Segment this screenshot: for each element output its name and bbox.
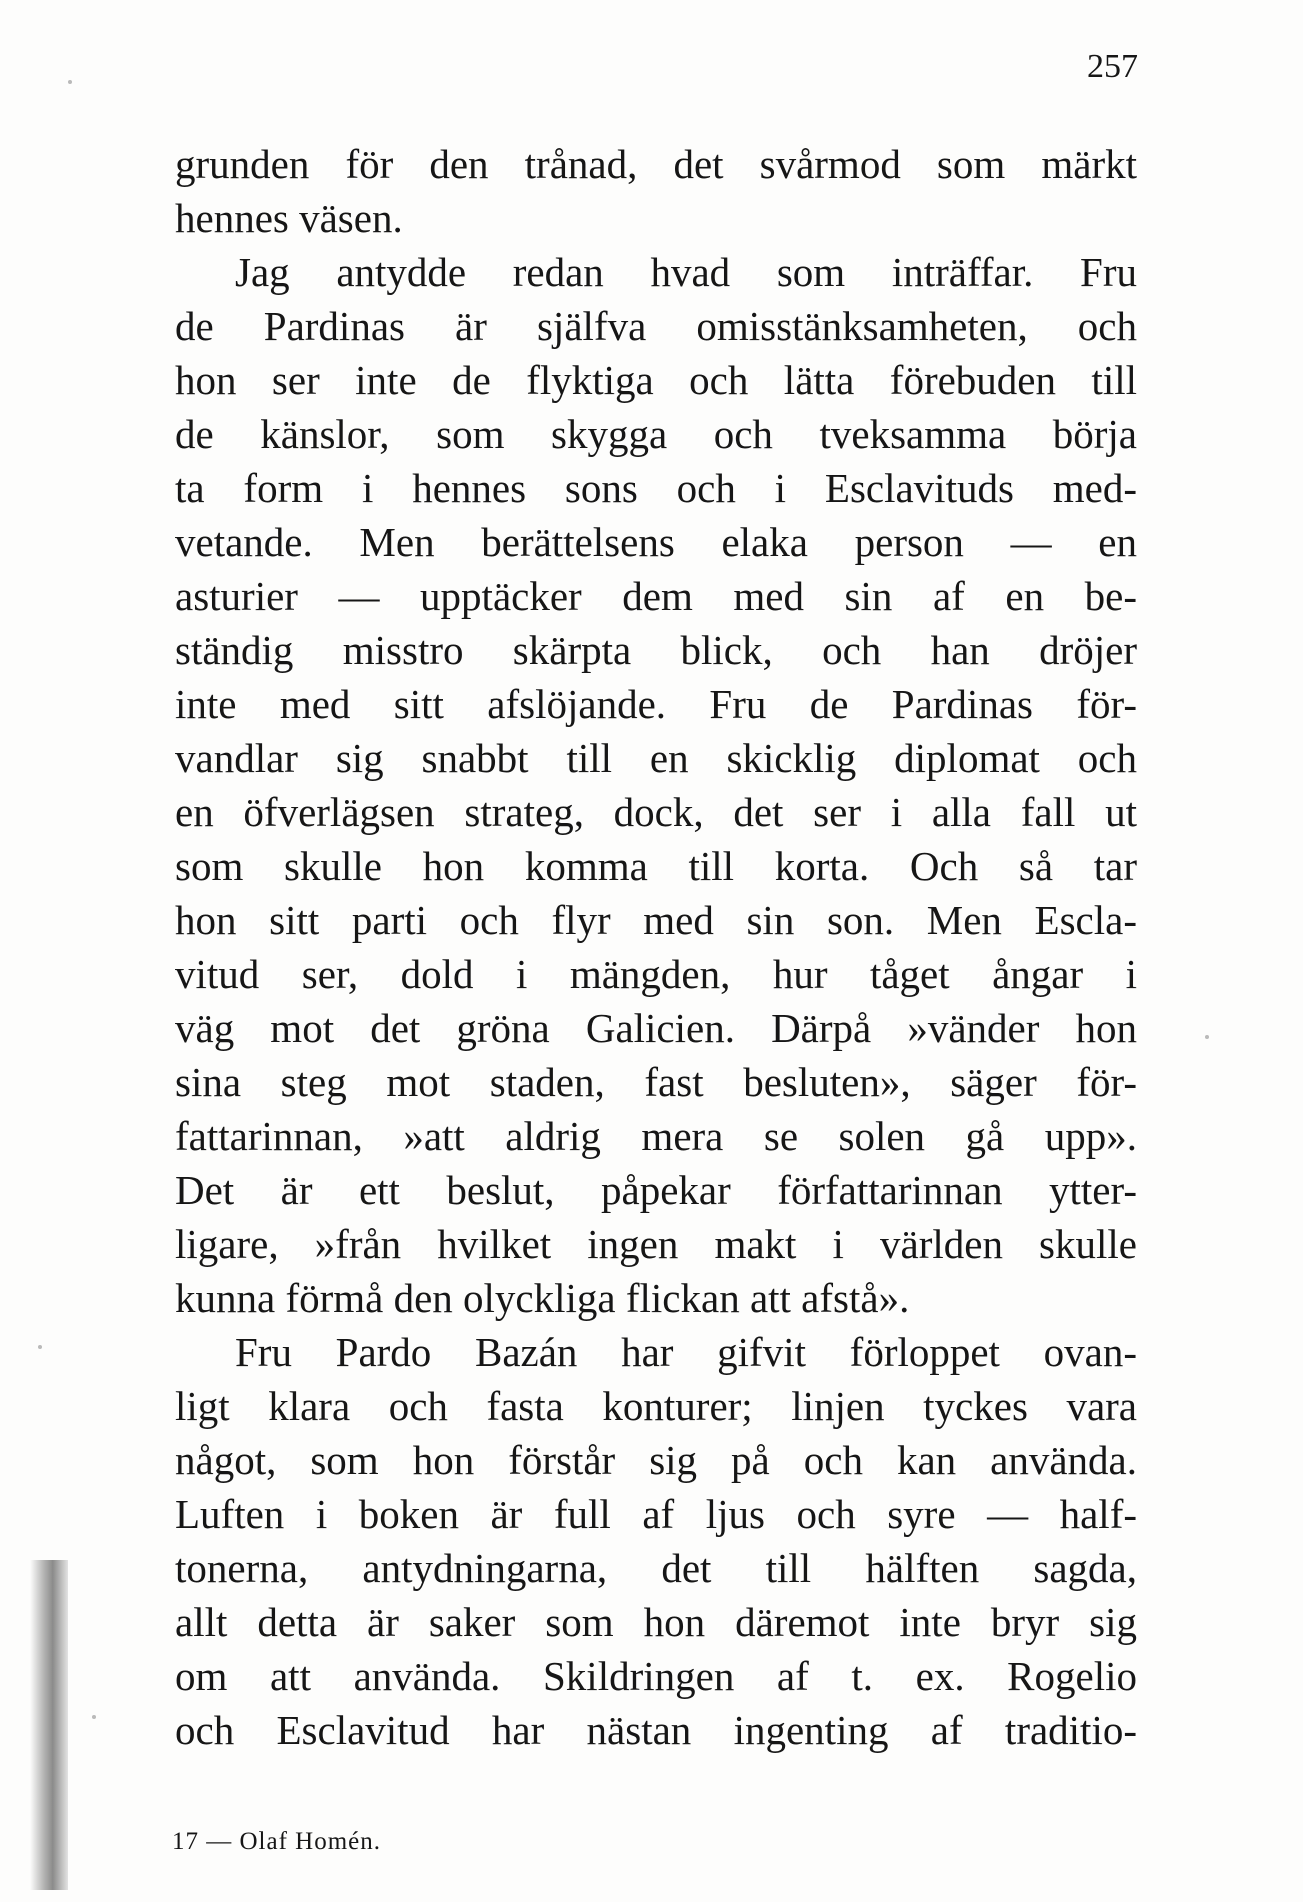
text-line: kunna förmå den olyckliga flickan att afstå». xyxy=(175,1275,910,1321)
text-line: de känslor, som skygga och tveksamma börja xyxy=(175,411,1137,457)
text-line: allt detta är saker som hon däremot inte bryr sig xyxy=(175,1599,1137,1645)
text-line: vandlar sig snabbt till en skicklig diplomat och xyxy=(175,735,1137,781)
text-line: vetande. Men berättelsens elaka person — en xyxy=(175,519,1137,565)
text-line: sina steg mot staden, fast besluten», säger för- xyxy=(175,1059,1137,1105)
text-line: Luften i boken är full af ljus och syre — half- xyxy=(175,1491,1137,1537)
text-line: som skulle hon komma till korta. Och så tar xyxy=(175,843,1137,889)
text-line: ständig misstro skärpta blick, och han dröjer xyxy=(175,627,1137,673)
text-line: Jag antydde redan hvad som inträffar. Fru xyxy=(235,249,1137,295)
text-line: asturier — upptäcker dem med sin af en be- xyxy=(175,573,1137,619)
text-line: en öfverlägsen strateg, dock, det ser i alla fall ut xyxy=(175,789,1137,835)
text-line: hennes väsen. xyxy=(175,195,403,241)
scan-shadow-edge xyxy=(30,1560,68,1890)
text-line: tonerna, antydningarna, det till hälften sagda, xyxy=(175,1545,1137,1591)
text-line: väg mot det gröna Galicien. Därpå »vänder hon xyxy=(175,1005,1137,1051)
text-line: ligare, »från hvilket ingen makt i världen skulle xyxy=(175,1221,1137,1267)
text-line: och Esclavitud har nästan ingenting af traditio- xyxy=(175,1707,1137,1753)
scan-speck xyxy=(68,80,72,84)
scan-speck xyxy=(38,1345,42,1349)
text-line: grunden för den trånad, det svårmod som märkt xyxy=(175,141,1137,187)
page-number: 257 xyxy=(1087,48,1138,85)
text-line: Fru Pardo Bazán har gifvit förloppet ovan- xyxy=(235,1329,1137,1375)
text-line: de Pardinas är själfva omisstänksamheten, och xyxy=(175,303,1137,349)
scan-speck xyxy=(92,1715,96,1719)
text-line: något, som hon förstår sig på och kan använda. xyxy=(175,1437,1137,1483)
text-line: ta form i hennes sons och i Esclavituds med- xyxy=(175,465,1137,511)
text-line: inte med sitt afslöjande. Fru de Pardinas för- xyxy=(175,681,1137,727)
text-line: hon sitt parti och flyr med sin son. Men Escla- xyxy=(175,897,1137,943)
text-line: ligt klara och fasta konturer; linjen tyckes vara xyxy=(175,1383,1137,1429)
body-text xyxy=(175,137,1137,1757)
text-line: hon ser inte de flyktiga och lätta förebuden till xyxy=(175,357,1137,403)
text-line: Det är ett beslut, påpekar författarinnan ytter- xyxy=(175,1167,1137,1213)
scan-speck xyxy=(1205,1035,1209,1039)
text-line: vitud ser, dold i mängden, hur tåget ångar i xyxy=(175,951,1137,997)
text-line: om att använda. Skildringen af t. ex. Rogelio xyxy=(175,1653,1137,1699)
signature-footer: 17 — Olaf Homén. xyxy=(172,1828,382,1855)
text-line: fattarinnan, »att aldrig mera se solen gå upp». xyxy=(175,1113,1137,1159)
